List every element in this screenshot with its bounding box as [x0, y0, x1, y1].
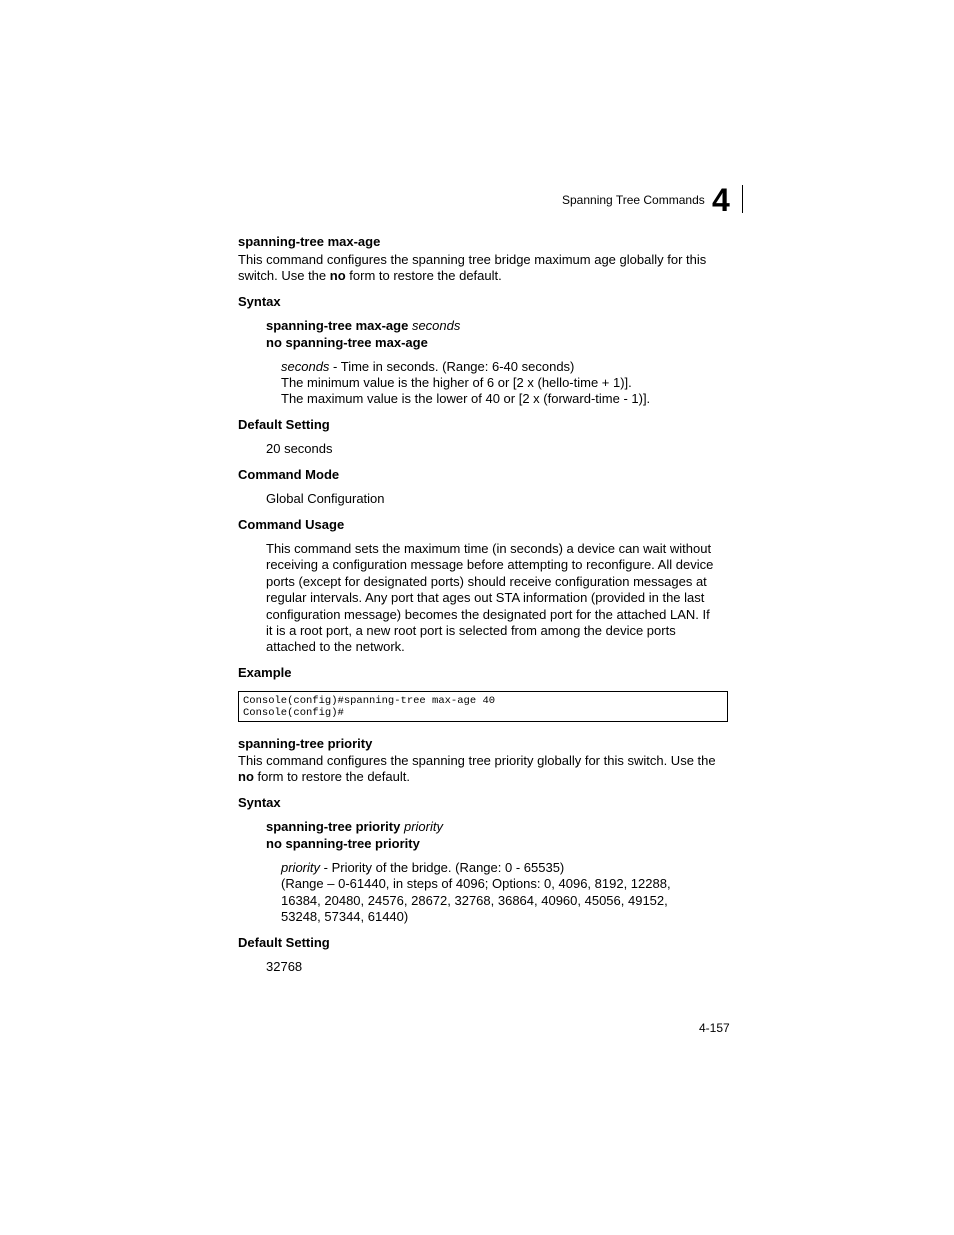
usage-line: configuration message) becomes the designated port for the attached LAN. If	[266, 607, 710, 622]
syntax-heading: Syntax	[238, 795, 281, 810]
syntax-line: spanning-tree priority priority	[266, 819, 443, 834]
usage-line: it is a root port, a new root port is selected from among the device ports	[266, 623, 676, 638]
code-line: Console(config)#	[243, 707, 344, 719]
page-number: 4-157	[699, 1021, 730, 1035]
parameter-line: 16384, 20480, 24576, 28672, 32768, 36864, 40960, 45056, 49152,	[281, 893, 668, 908]
description-line: This command configures the spanning tree priority globally for this switch. Use the	[238, 753, 716, 768]
command-title-priority: spanning-tree priority	[238, 736, 373, 751]
code-example	[238, 691, 728, 722]
default-setting-value: 32768	[266, 959, 303, 974]
command-mode-heading: Command Mode	[238, 467, 340, 482]
description-line: switch. Use the no form to restore the default.	[238, 268, 502, 283]
description-line: This command configures the spanning tree bridge maximum age globally for this	[238, 252, 707, 267]
example-heading: Example	[238, 665, 292, 680]
parameter-line: seconds - Time in seconds. (Range: 6-40 seconds)	[281, 359, 575, 374]
usage-line: This command sets the maximum time (in seconds) a device can wait without	[266, 541, 712, 556]
syntax-line: spanning-tree max-age seconds	[266, 318, 461, 333]
syntax-line: no spanning-tree max-age	[266, 335, 428, 350]
chapter-number: 4	[712, 185, 743, 213]
parameter-line: (Range – 0-61440, in steps of 4096; Options: 0, 4096, 8192, 12288,	[281, 876, 671, 891]
default-setting-heading: Default Setting	[238, 935, 330, 950]
default-setting-value: 20 seconds	[266, 441, 333, 456]
parameter-line: The minimum value is the higher of 6 or [2 x (hello-time + 1)].	[281, 375, 632, 390]
command-title-max-age: spanning-tree max-age	[238, 234, 381, 249]
code-line: Console(config)#spanning-tree max-age 40	[243, 695, 496, 707]
usage-line: attached to the network.	[266, 639, 405, 654]
parameter-line: priority - Priority of the bridge. (Range: 0 - 65535)	[281, 860, 565, 875]
usage-line: ports (except for designated ports) should receive configuration messages at	[266, 574, 707, 589]
parameter-line: The maximum value is the lower of 40 or [2 x (forward-time - 1)].	[281, 391, 651, 406]
command-usage-heading: Command Usage	[238, 517, 345, 532]
syntax-heading: Syntax	[238, 294, 281, 309]
parameter-line: 53248, 57344, 61440)	[281, 909, 409, 924]
running-header: Spanning Tree Commands	[562, 193, 705, 207]
description-line: no form to restore the default.	[238, 769, 410, 784]
syntax-line: no spanning-tree priority	[266, 836, 420, 851]
default-setting-heading: Default Setting	[238, 417, 330, 432]
usage-line: regular intervals. Any port that ages out STA information (provided in the last	[266, 590, 705, 605]
usage-line: receiving a configuration message before attempting to reconfigure. All device	[266, 557, 714, 572]
command-mode-value: Global Configuration	[266, 491, 385, 506]
